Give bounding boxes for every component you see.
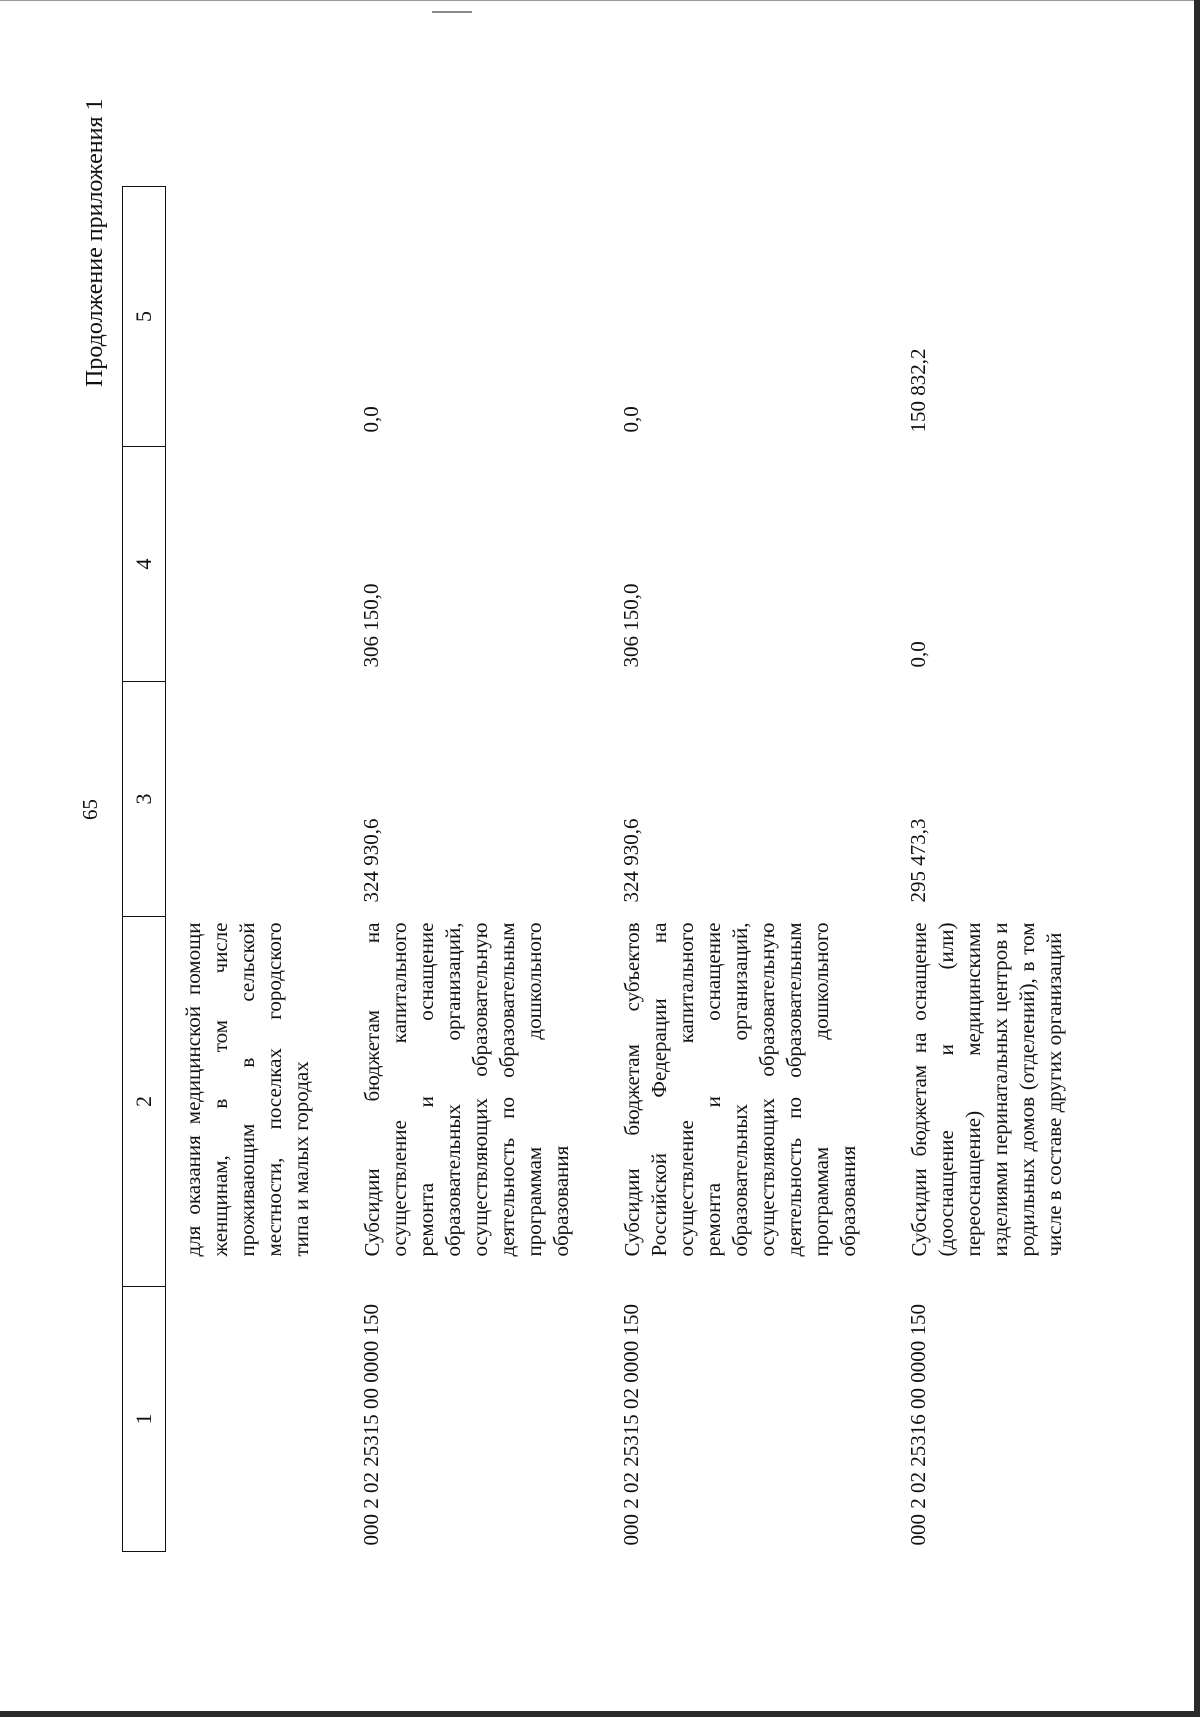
row-value-col5: 0,0 xyxy=(359,406,383,433)
row-code xyxy=(166,1287,344,1552)
column-header: 5 xyxy=(123,187,166,447)
row-value-col4: 0,0 xyxy=(906,641,930,668)
table-row xyxy=(166,187,344,1552)
row-description: для оказания медицинской помощи женщинам, в том числе проживающим в сельской местности, поселках городского типа и малых городах xyxy=(181,922,313,1257)
continuation-label: Продолжение приложения 1 xyxy=(82,98,108,387)
row-value-col5 xyxy=(166,187,344,447)
table-header-row xyxy=(123,187,166,1552)
row-description: Субсидии бюджетам на оснащение (дооснащение и (или) переоснащение) медицинскими изделиями перинатальных центров и родильных домов (отделений), в том числе в составе других организаций xyxy=(907,922,1066,1257)
row-value-col3 xyxy=(166,682,344,917)
row-description: Субсидии бюджетам субъектов Российской Федерации на осуществление капитального ремонта и оснащение образовательных организаций, осуществляющих образовательную деятельность по образовательным программам дошкольного образования xyxy=(620,922,860,1257)
column-header: 4 xyxy=(123,447,166,682)
row-code: 000 2 02 25316 00 0000 150 xyxy=(906,1304,930,1546)
row-value-col5: 150 832,2 xyxy=(906,348,930,433)
row-value-col3: 324 930,6 xyxy=(619,818,643,903)
page-number: 65 xyxy=(78,799,102,820)
table-row xyxy=(343,187,603,1552)
row-value-col3: 295 473,3 xyxy=(906,818,930,903)
table-row xyxy=(890,187,1096,1552)
row-code: 000 2 02 25315 02 0000 150 xyxy=(619,1304,643,1546)
row-value-col4 xyxy=(166,447,344,682)
row-code: 000 2 02 25315 00 0000 150 xyxy=(359,1304,383,1546)
row-value-col3: 324 930,6 xyxy=(359,818,383,903)
row-value-col4: 306 150,0 xyxy=(359,583,383,668)
column-header: 1 xyxy=(123,1287,166,1552)
column-header: 2 xyxy=(123,917,166,1287)
budget-table xyxy=(122,186,1096,1552)
row-description: Субсидии бюджетам на осуществление капитального ремонта и оснащение образовательных организаций, осуществляющих образовательную деятельность по образовательным программам дошкольного образования xyxy=(360,922,573,1257)
row-value-col4: 306 150,0 xyxy=(619,583,643,668)
table-row xyxy=(603,187,890,1552)
row-value-col5: 0,0 xyxy=(619,406,643,433)
column-header: 3 xyxy=(123,682,166,917)
